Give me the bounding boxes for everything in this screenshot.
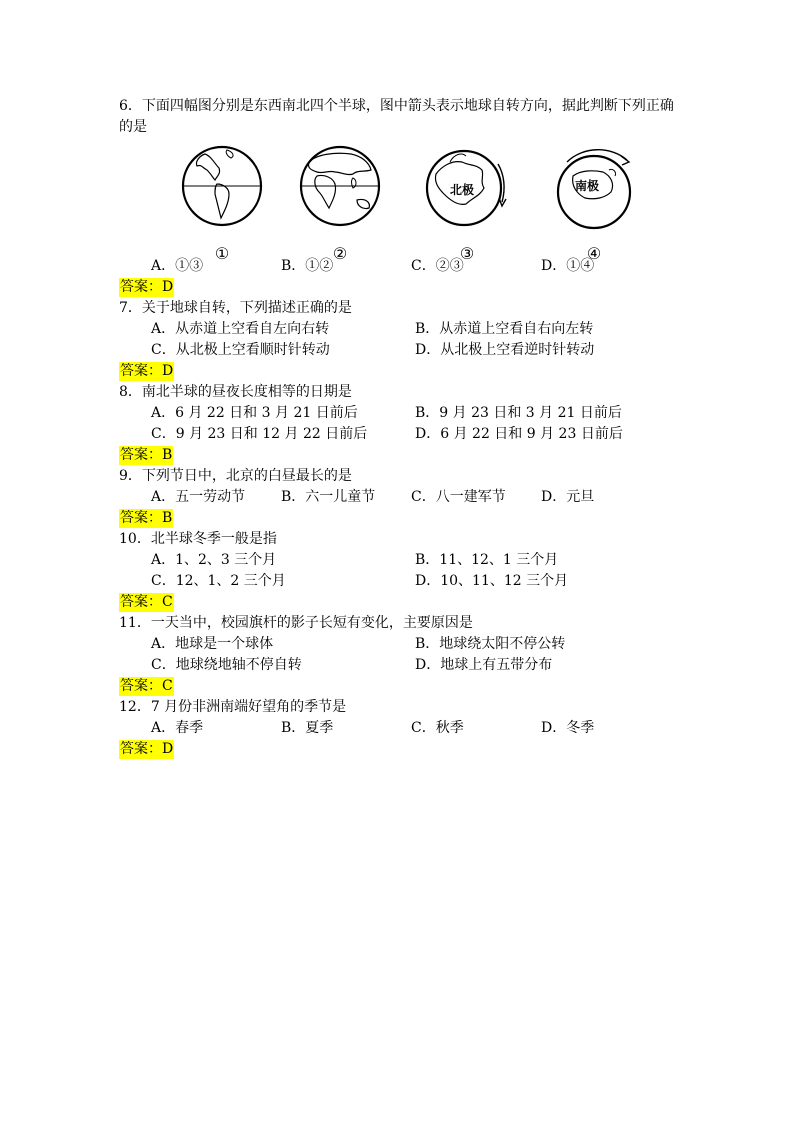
- question-stem-line-2: 的是: [119, 119, 147, 135]
- option-b: B．①②: [281, 258, 334, 274]
- question-11: [119, 613, 679, 697]
- eastern-hemisphere-globe-icon: [295, 140, 385, 232]
- option-d: D．元旦: [541, 489, 595, 505]
- answer-highlight: 答案：B: [120, 447, 173, 463]
- question-stem-line-1: 6．下面四幅图分别是东西南北四个半球，图中箭头表示地球自转方向，据此判断下列正确: [119, 98, 674, 114]
- option-d: D．10、11、12 三个月: [415, 573, 569, 589]
- option-d: D．6 月 22 日和 9 月 23 日前后: [415, 426, 623, 442]
- option-a: A．五一劳动节: [151, 489, 246, 505]
- globe-north-pole-text: 北极: [450, 183, 475, 197]
- question-list: [119, 96, 679, 760]
- option-c: C．地球绕地轴不停自转: [151, 657, 302, 673]
- question-10: [119, 529, 679, 613]
- options-row: [119, 403, 679, 424]
- options-row: [119, 718, 679, 739]
- answer-highlight: 答案：D: [120, 741, 174, 757]
- south-pole-globe-icon: [549, 140, 639, 232]
- globe-figure-1: [177, 140, 267, 264]
- option-d: D．①④: [541, 258, 595, 274]
- option-c: C．八一建军节: [411, 489, 506, 505]
- answer-highlight: 答案：C: [120, 594, 173, 610]
- option-b: B．夏季: [281, 720, 334, 736]
- question-stem: [119, 96, 679, 138]
- options-row: [119, 571, 679, 592]
- options-row: [119, 487, 679, 508]
- option-d: D．从北极上空看逆时针转动: [415, 342, 595, 358]
- option-b: B．地球绕太阳不停公转: [415, 636, 566, 652]
- question-stem: 9．下列节日中，北京的白昼最长的是: [119, 468, 352, 484]
- option-a: A．①③: [151, 258, 204, 274]
- options-row: [119, 319, 679, 340]
- option-a: A．6 月 22 日和 3 月 21 日前后: [151, 405, 358, 421]
- figure-label: ④: [586, 244, 602, 263]
- option-d: D．冬季: [541, 720, 595, 736]
- hemisphere-figures: [119, 140, 679, 263]
- option-c: C．秋季: [411, 720, 464, 736]
- answer-highlight: 答案：D: [120, 363, 174, 379]
- question-7: [119, 298, 679, 382]
- figure-label: ③: [459, 244, 475, 263]
- options-row: [119, 550, 679, 571]
- question-9: [119, 466, 679, 529]
- options-row: [119, 424, 679, 445]
- question-stem: 10．北半球冬季一般是指: [119, 531, 277, 547]
- question-stem: 7．关于地球自转，下列描述正确的是: [119, 300, 352, 316]
- options-row: [119, 634, 679, 655]
- option-d: D．地球上有五带分布: [415, 657, 553, 673]
- option-c: C．②③: [411, 258, 464, 274]
- answer-highlight: 答案：C: [120, 678, 173, 694]
- question-stem: 11．一天当中，校园旗杆的影子长短有变化，主要原因是: [119, 615, 473, 631]
- option-b: B．11、12、1 三个月: [415, 552, 559, 568]
- options-row: [119, 340, 679, 361]
- answer-highlight: 答案：D: [120, 279, 174, 295]
- western-hemisphere-globe-icon: [177, 140, 267, 232]
- globe-south-pole-text: 南极: [575, 179, 600, 193]
- option-a: A．1、2、3 三个月: [151, 552, 277, 568]
- question-6: [119, 96, 679, 298]
- option-c: C．从北极上空看顺时针转动: [151, 342, 330, 358]
- globe-figure-3: [422, 140, 512, 264]
- question-8: [119, 382, 679, 466]
- option-c: C．9 月 23 日和 12 月 22 日前后: [151, 426, 368, 442]
- answer-highlight: 答案：B: [120, 510, 173, 526]
- option-c: C．12、1、2 三个月: [151, 573, 286, 589]
- option-a: A．从赤道上空看自左向右转: [151, 321, 330, 337]
- option-a: A．春季: [151, 720, 204, 736]
- option-b: B．六一儿童节: [281, 489, 376, 505]
- globe-figure-4: [549, 140, 639, 264]
- figure-label: ②: [332, 244, 348, 263]
- question-stem: 8．南北半球的昼夜长度相等的日期是: [119, 384, 352, 400]
- question-stem: 12．7 月份非洲南端好望角的季节是: [119, 699, 347, 715]
- north-pole-globe-icon: [422, 140, 512, 232]
- options-row: [119, 655, 679, 676]
- question-12: [119, 697, 679, 760]
- option-a: A．地球是一个球体: [151, 636, 274, 652]
- figure-label: ①: [214, 244, 230, 263]
- globe-figure-2: [295, 140, 385, 264]
- option-b: B．9 月 23 日和 3 月 21 日前后: [415, 405, 622, 421]
- option-b: B．从赤道上空看自右向左转: [415, 321, 594, 337]
